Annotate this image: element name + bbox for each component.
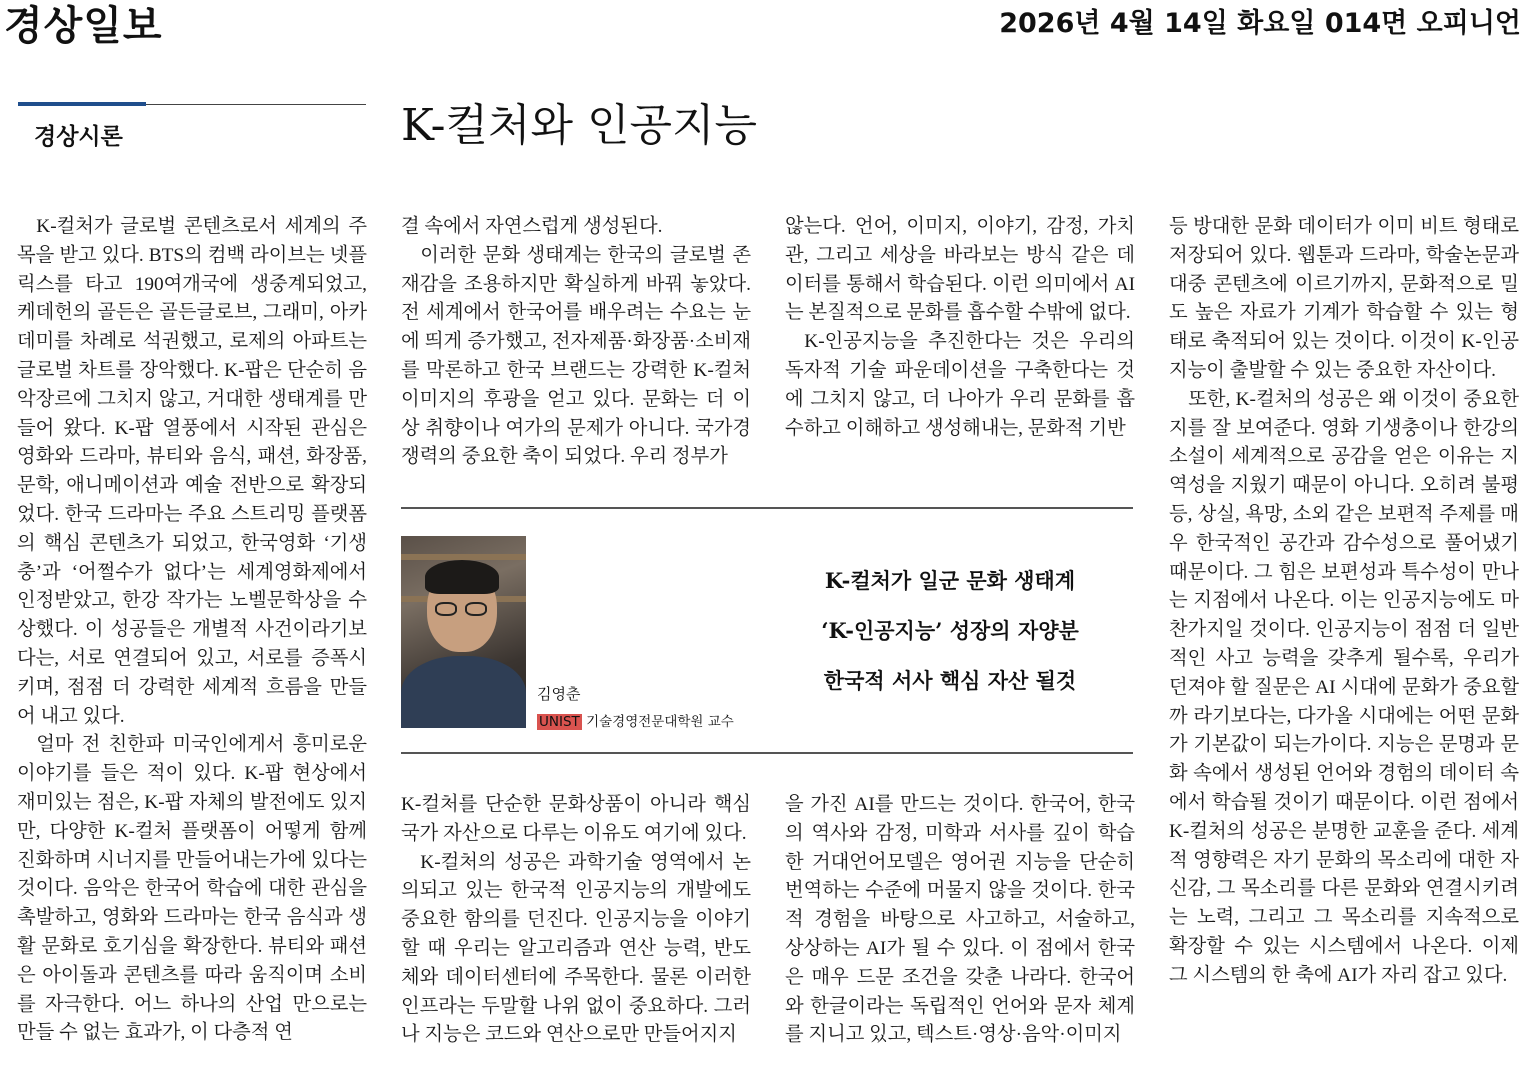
author-name: 김영춘: [537, 685, 581, 703]
paragraph: K-컬처를 단순한 문화상품이 아니라 핵심국가 자산으로 다루는 이유도 여기에 있다.: [401, 794, 751, 844]
subheadline-1: K-컬처가 일군 문화 생태계: [824, 568, 1076, 593]
author-affiliation: [537, 710, 734, 730]
paragraph: 등 방대한 문화 데이터가 이미 비트 형태로 저장되어 있다. 웹툰과 드라마, 학술논문과 대중 콘텐츠에 이르기까지, 문화적으로 밀도 높은 자료가 기계가 학습할 수 있는 형태로 축적되어 있는 것이다. 이것이 K-인공지능이 출발할 수 있는 중요한 자산이다.: [1169, 216, 1519, 381]
author-hair: [425, 560, 499, 594]
subheadline-2: ‘K-인공지능’ 성장의 자양분: [821, 618, 1079, 643]
paragraph: 않는다. 언어, 이미지, 이야기, 감정, 가치관, 그리고 세상을 바라보는 방식 같은 데이터를 통해서 학습된다. 이런 의미에서 AI는 본질적으로 문화를 흡수할 수밖에 없다.: [785, 216, 1135, 324]
article-column-2-bottom: [401, 791, 751, 1050]
paragraph: 결 속에서 자연스럽게 생성된다.: [401, 216, 663, 237]
article-column-2-top: [401, 213, 751, 472]
author-photo: [401, 536, 526, 728]
paragraph: K-컬처가 글로벌 콘텐츠로서 세계의 주목을 받고 있다. BTS의 컴백 라이브는 넷플릭스를 타고 190여개국에 생중계되었고, 케데헌의 골든은 골든글로브, 그래미, 아카데미를 차례로 석권했고, 로제의 아파트는 글로벌 차트를 장악했다. K-팝은 단순히 음악장르에 그치지 않고, 거대한 생태계를 만들어 왔다. K-팝 열풍에서 시작된 관심은 영화와 드라마, 뷰티와 음식, 패션, 화장품, 문학, 애니메이션과 예술 전반으로 확장되었다. 한국 드라마는 주요 스트리밍 플랫폼의 핵심 콘텐츠가 되었고, 한국영화 ‘기생충’과 ‘어쩔수가 없다’는 세계영화제에서 인정받았고, 한강 작가는 노벨문학상을 수상했다. 이 성공들은 개별적 사건이라기보다는, 서로 연결되어 있고, 서로를 증폭시키며, 점점 더 강력한 세계적 흐름을 만들어 내고 있다.: [17, 216, 367, 727]
article-column-1: [17, 213, 367, 1048]
subheadline-3: 한국적 서사 핵심 자산 될것: [823, 668, 1077, 693]
paragraph: 이러한 문화 생태계는 한국의 글로벌 존재감을 조용하지만 확실하게 바꿔 놓았다. 전 세계에서 한국어를 배우려는 수요는 눈에 띄게 증가했고, 전자제품·화장품·소비재를 막론하고 한국 브랜드는 강력한 K-컬처 이미지의 후광을 얻고 있다. 문화는 더 이상 취향이나 여가의 문제가 아니다. 국가경쟁력의 중요한 축이 되었다. 우리 정부가: [401, 244, 751, 468]
author-shirt: [401, 656, 526, 728]
pullquote-bottom-rule: [401, 752, 1133, 754]
dateline: 2026년 4월 14일 화요일 014면 오피니언: [999, 8, 1521, 39]
article-column-4: [1169, 213, 1519, 991]
paragraph: 을 가진 AI를 만드는 것이다. 한국어, 한국의 역사와 감정, 미학과 서사를 깊이 학습한 거대언어모델은 영어권 지능을 단순히 번역하는 수준에 머물지 않을 것이다. 한국적 경험을 바탕으로 사고하고, 서술하고, 상상하는 AI가 될 수 있다. 이 점에서 한국은 매우 드문 조건을 갖춘 나라다. 한국어와 한글이라는 독립적인 언어와 문자 체계를 지니고 있고, 텍스트·영상·음악·이미지: [785, 794, 1135, 1046]
newspaper-logo: 경상일보: [4, 3, 163, 49]
author-title: 기술경영전문대학원 교수: [586, 714, 734, 730]
pullquote-top-rule: [401, 507, 1133, 509]
author-org: UNIST: [539, 714, 580, 730]
section-label: 경상시론: [34, 124, 123, 150]
article-column-3-bottom: [785, 791, 1135, 1050]
glasses-icon: [435, 602, 491, 616]
paragraph: 또한, K-컬처의 성공은 왜 이것이 중요한지를 잘 보여준다. 영화 기생충이나 한강의 소설이 세계적으로 공감을 얻은 이유는 지역성을 지웠기 때문이 아니다. 오히려 불평등, 상실, 욕망, 소외 같은 보편적 주제를 매우 한국적인 공간과 감수성으로 풀어냈기 때문이다. 그 힘은 보편성과 특수성이 만나는 지점에서 나온다. 이는 인공지능에도 마찬가지일 것이다. 인공지능이 점점 더 일반적인 사고 능력을 갖추게 될수록, 우리가 던져야 할 질문은 AI 시대에 문화가 중요할까 라기보다는, 다가올 시대에는 어떤 문화가 기본값이 되는가이다. 지능은 문명과 문화 속에서 생성된 언어와 경험의 데이터 속에서 학습될 것이기 때문이다. 이런 점에서 K-컬처의 성공은 분명한 교훈을 준다. 세계적 영향력은 자기 문화의 목소리에 대한 자신감, 그 목소리를 다른 문화와 연결시키려는 노력, 그리고 그 목소리를 지속적으로 확장할 수 있는 시스템에서 나온다. 이제 그 시스템의 한 축에 AI가 자리 잡고 있다.: [1169, 388, 1519, 986]
article-column-3-top: [785, 213, 1135, 443]
paragraph: K-컬처의 성공은 과학기술 영역에서 논의되고 있는 한국적 인공지능의 개발에도 중요한 함의를 던진다. 인공지능을 이야기할 때 우리는 알고리즘과 연산 능력, 반도체와 데이터센터에 주목한다. 물론 이러한 인프라는 두말할 나위 없이 중요하다. 그러나 지능은 코드와 연산으로만 만들어지지: [401, 851, 751, 1046]
section-accent-bar: [18, 102, 146, 106]
paragraph: K-인공지능을 추진한다는 것은 우리의 독자적 기술 파운데이션을 구축한다는 것에 그치지 않고, 더 나아가 우리 문화를 흡수하고 이해하고 생성해내는, 문화적 기반: [785, 331, 1135, 439]
paragraph: 얼마 전 친한파 미국인에게서 흥미로운 이야기를 들은 적이 있다. K-팝 현상에서 재미있는 점은, K-팝 자체의 발전에도 있지만, 다양한 K-컬처 플랫폼이 어떻게 함께 진화하며 시너지를 만들어내는가에 있다는 것이다. 음악은 한국어 학습에 대한 관심을 촉발하고, 영화와 드라마는 한국 음식과 생활 문화로 호기심을 확장한다. 뷰티와 패션은 아이돌과 콘텐츠를 따라 움직이며 소비를 자극한다. 어느 하나의 산업 만으로는 만들 수 없는 효과가, 이 다층적 연: [17, 734, 367, 1044]
article-headline: K-컬처와 인공지능: [401, 100, 758, 151]
